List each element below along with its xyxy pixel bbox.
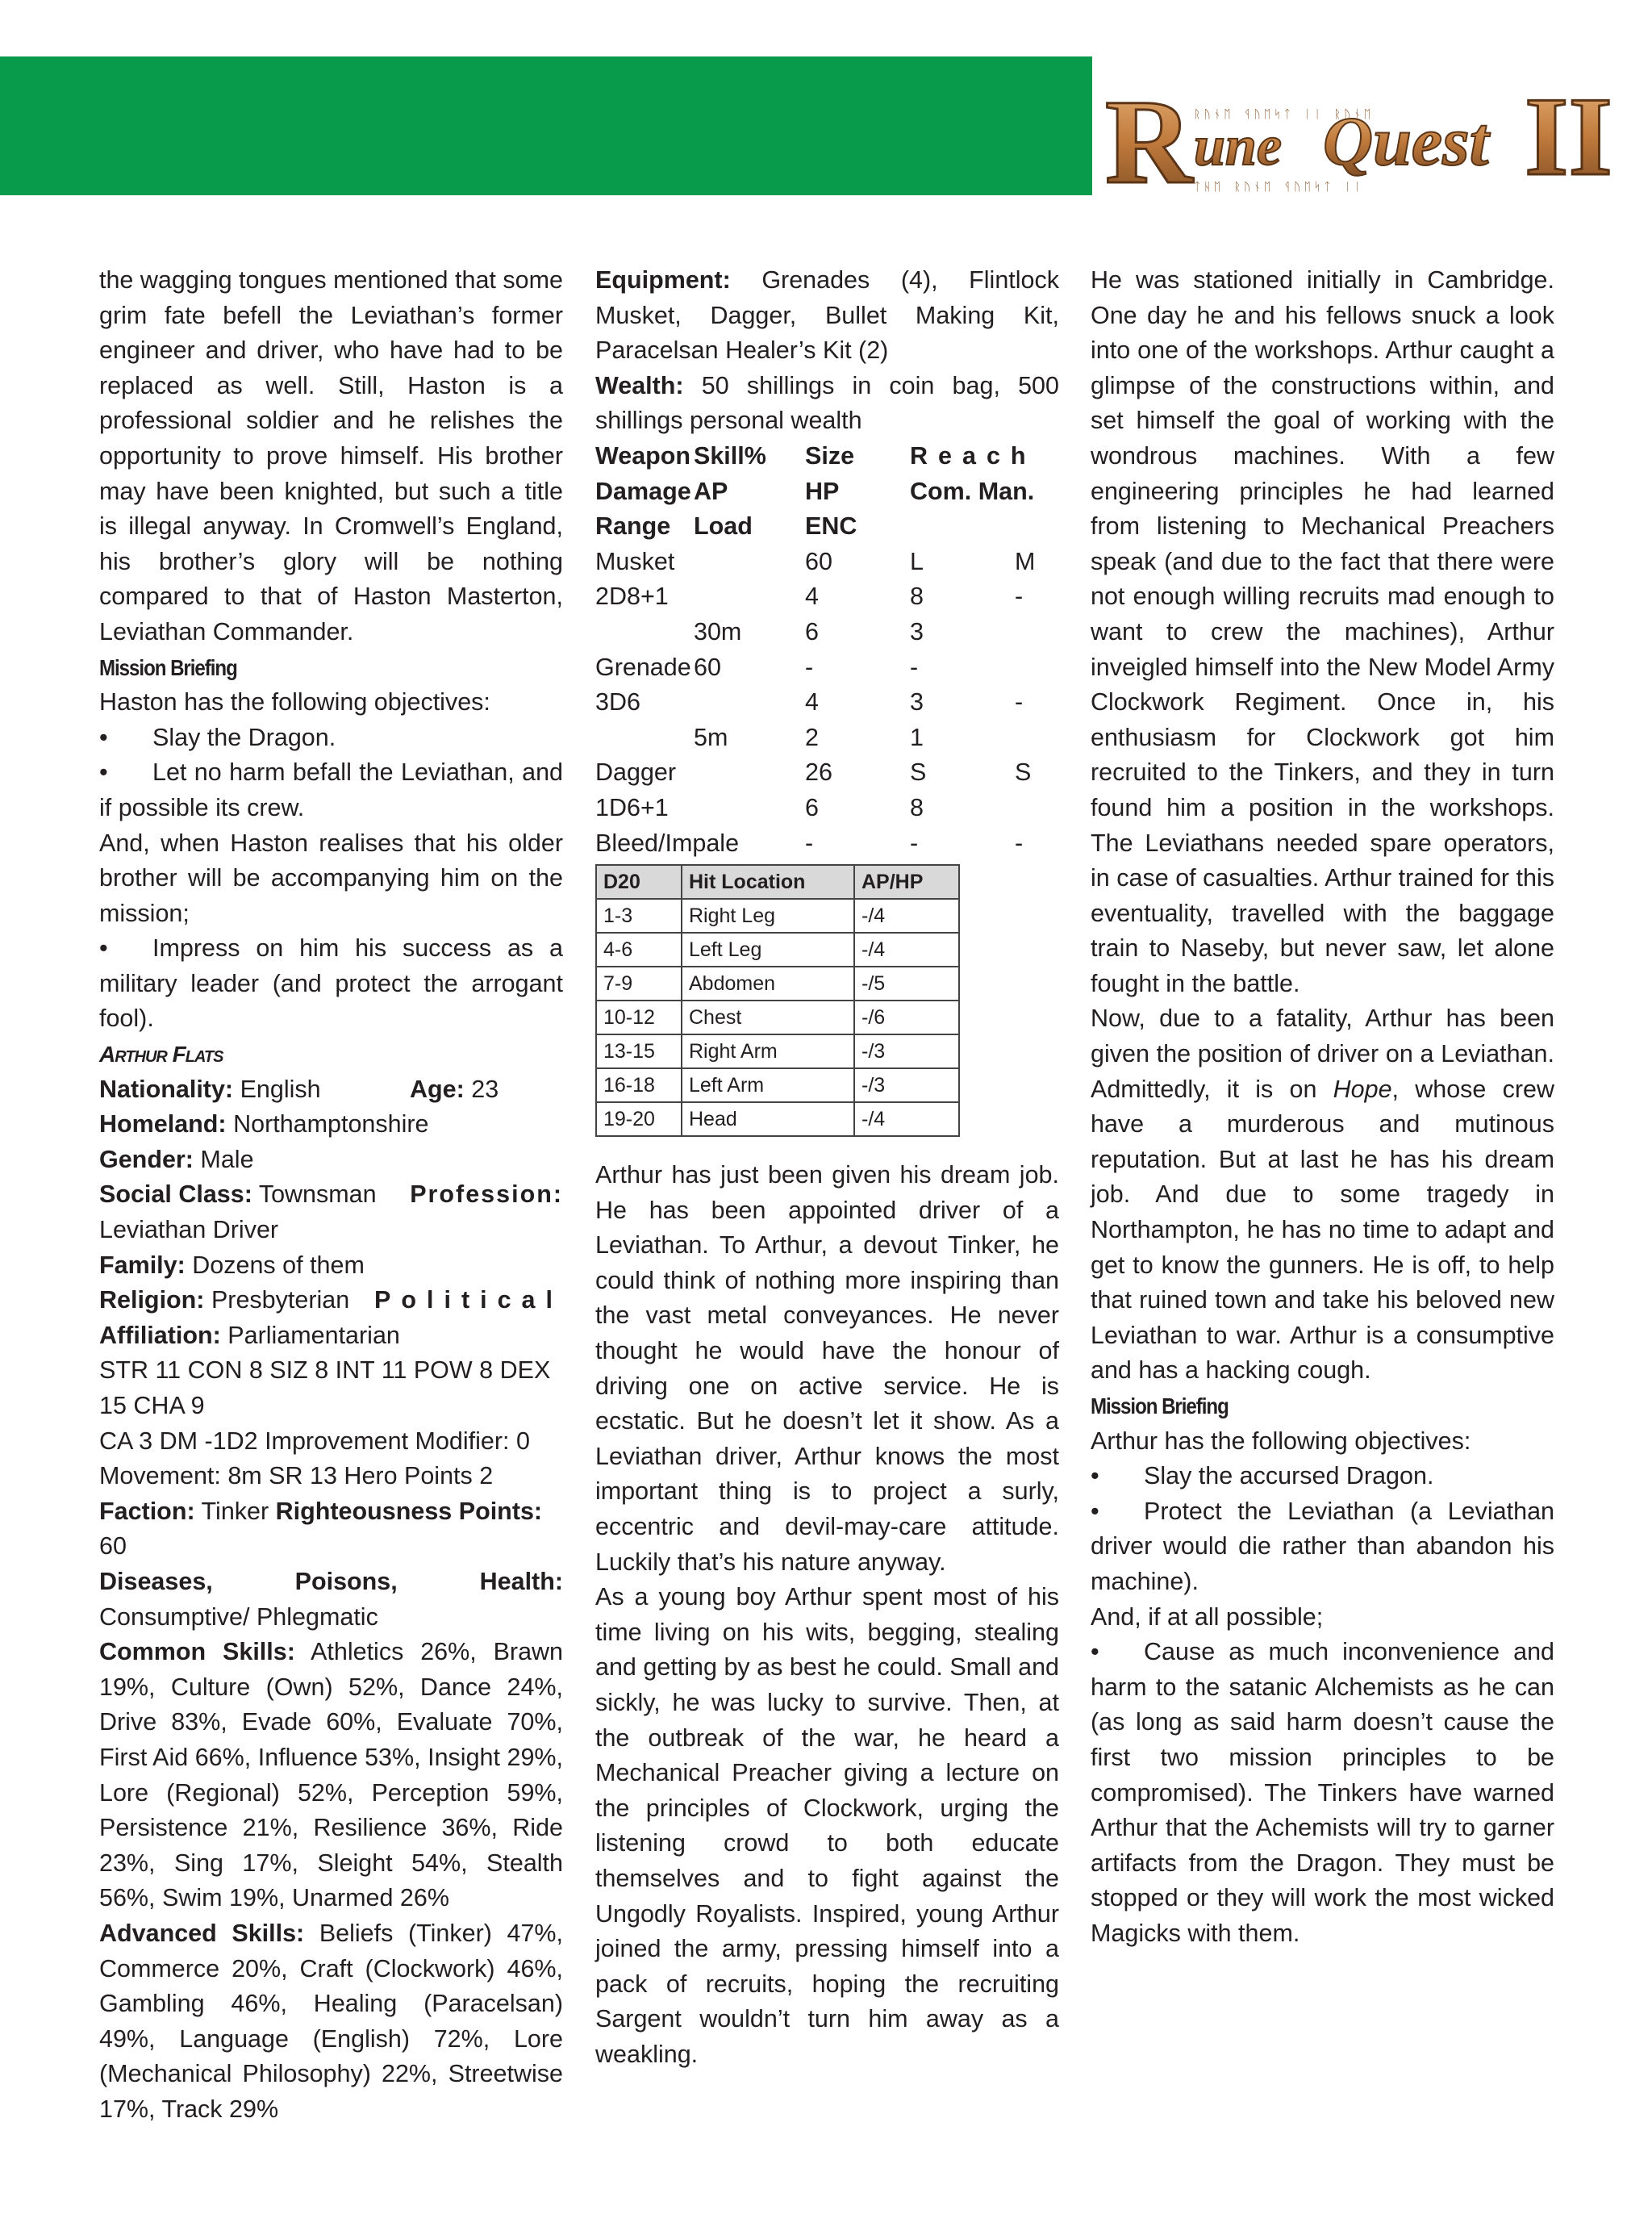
table-cell: Left Arm bbox=[682, 1068, 854, 1102]
weapon-cell bbox=[1015, 615, 1059, 650]
weapon-cell: 2D8+1 bbox=[595, 583, 669, 611]
table-row bbox=[596, 1034, 959, 1068]
equipment-row: Equipment: Grenades (4), Flintlock Musket, Dagger, Bullet Making Kit, Paracelsan Healer’s Kit (2) bbox=[595, 266, 1059, 365]
column-1 bbox=[99, 263, 563, 2127]
objective-bullet: • Impress on him his success as a military leader (and protect the arrogant fool). bbox=[99, 934, 563, 1033]
weapon-cell: 8 bbox=[910, 583, 924, 611]
table-cell: 7-9 bbox=[596, 967, 682, 1001]
table-cell: -/3 bbox=[854, 1068, 959, 1102]
weapon-cell: - bbox=[1015, 688, 1024, 717]
weapon-cell bbox=[1015, 721, 1059, 756]
religion-row: Religion: Presbyterian Political bbox=[99, 1286, 563, 1314]
homeland-row: Homeland: Northamptonshire bbox=[99, 1110, 429, 1138]
table-cell: -/3 bbox=[854, 1034, 959, 1068]
table-row bbox=[596, 933, 959, 967]
weapon-cell: M bbox=[1015, 547, 1036, 575]
weapon-stats bbox=[595, 545, 1059, 861]
table-cell: 16-18 bbox=[596, 1068, 682, 1102]
table-cell: Right Arm bbox=[682, 1034, 854, 1068]
svg-text:ᛏᚺᛖ ᚱᚢᚾᛖ ᛩᚢᛖᛋᛏ ᛁᛁ: ᛏᚺᛖ ᚱᚢᚾᛖ ᛩᚢᛖᛋᛏ ᛁᛁ bbox=[1194, 181, 1364, 194]
weapon-cell: - bbox=[910, 829, 919, 857]
stats-line-2: CA 3 DM -1D2 Improvement Modifier: 0 bbox=[99, 1427, 530, 1455]
weapon-cell: 1D6+1 bbox=[595, 793, 669, 821]
weapon-cell: - bbox=[1015, 829, 1024, 857]
weapon-cell: 30m bbox=[694, 617, 742, 645]
family-row: Family: Dozens of them bbox=[99, 1251, 365, 1279]
weapon-cell: 6 bbox=[805, 617, 819, 645]
affiliation-row: Affiliation: Parliamentarian bbox=[99, 1321, 400, 1349]
table-cell: Left Leg bbox=[682, 933, 854, 967]
weapon-cell bbox=[694, 791, 805, 826]
table-cell: -/4 bbox=[854, 1102, 959, 1136]
table-row bbox=[596, 1001, 959, 1034]
objective-bullet: • Let no harm befall the Leviathan, and if possible its crew. bbox=[99, 758, 563, 821]
gender-row: Gender: Male bbox=[99, 1145, 254, 1173]
advanced-skills: Advanced Skills: Beliefs (Tinker) 47%, Commerce 20%, Craft (Clockwork) 46%, Gambling 46%, Healing (Paracelsan) 49%, Language (English) 72%, Lore (Mechanical Philosophy) 22%, Streetwise 17%, Track 29% bbox=[99, 1919, 564, 2123]
weapon-cell: 3 bbox=[910, 617, 924, 645]
svg-text:Quest: Quest bbox=[1323, 102, 1489, 180]
stats-line-3: Movement: 8m SR 13 Hero Points 2 bbox=[99, 1462, 494, 1490]
svg-text:R: R bbox=[1105, 75, 1193, 209]
objective-bullet: • Cause as much inconvenience and harm to the satanic Alchemists as he can (as long as said harm doesn’t cause the first two mission principles to be compromised). The Tinkers have warned Arthur that the Achemists will try to garner artifacts from the Dragon. They must be stopped or they will work the most wicked Magicks with them. bbox=[1091, 1638, 1554, 1947]
weapon-cell: - bbox=[805, 829, 814, 857]
column-3 bbox=[1091, 263, 1554, 1952]
table-cell: 19-20 bbox=[596, 1102, 682, 1136]
briefing-paragraph: And, when Haston realises that his older brother will be accompanying him on the mission; bbox=[99, 829, 563, 927]
weapon-cell: Bleed/Impale bbox=[595, 829, 740, 857]
arthur-paragraph-2: As a young boy Arthur spent most of his time living on his wits, begging, stealing and getting by as best he could. Small and sickly, he was lucky to survive. Then, at the outbreak of the war, he heard a Mechanical Preacher giving a lecture on the principles of Clockwork, urging the listening crowd to both educate themselves and to fight against the Ungodly Royalists. Inspired, young Arthur joined the army, pressing himself into a pack of recruits, hoping the recruiting Sargent wouldn’t turn him away as a weakling. bbox=[595, 1583, 1059, 2068]
svg-text:ᚱᚢᚾᛖ ᛩᚢᛖᛋᛏ ᛁᛁ ᚱᚢᚾᛖ: ᚱᚢᚾᛖ ᛩᚢᛖᛋᛏ ᛁᛁ ᚱᚢᚾᛖ bbox=[1194, 108, 1375, 121]
table-row bbox=[596, 1068, 959, 1102]
weapon-cell bbox=[1015, 791, 1059, 826]
table-cell: -/6 bbox=[854, 1001, 959, 1034]
table-cell: 13-15 bbox=[596, 1034, 682, 1068]
weapon-cell: Musket bbox=[595, 547, 675, 575]
arthur-paragraph-3: He was stationed initially in Cambridge. One day he and his fellows snuck a look into one of the workshops. Arthur caught a glimpse of the constructions within, and set himself the goal of working with the wondrous machines. With a few engineering principles he had learned from listening to Mechanical Preachers speak (and due to the fact that there were not enough willing recruits mad enough to want to crew the machines), Arthur inveigled himself into the New Model Army Clockwork Regiment. Once in, his enthusiasm for Clockwork got him recruited to the Tinkers, and they in turn found him a position in the workshops. The Leviathans needed spare operators, in case of casualties. Arthur trained for this eventuality, travelled with the baggage train to Naseby, but never saw, let alone fought in the battle. bbox=[1091, 266, 1554, 997]
weapon-cell: L bbox=[910, 547, 924, 575]
weapon-cell: - bbox=[1015, 583, 1024, 611]
briefing-intro: Arthur has the following objectives: bbox=[1091, 1427, 1471, 1455]
table-cell: Abdomen bbox=[682, 967, 854, 1001]
objective-bullet: • Slay the accursed Dragon. bbox=[1091, 1462, 1434, 1490]
arthur-paragraph-4: Now, due to a fatality, Arthur has been given the position of driver on a Leviathan. Admittedly, it is on Hope, whose crew have a murderous and mutinous reputation. But at last he has his dream job. And due to some tragedy in Northampton, he has no time to adapt and get to know the gunners. He is off, to help that ruined town and take his beloved new Leviathan to war. Arthur is a consumptive and has a hacking cough. bbox=[1091, 1005, 1554, 1385]
weapon-cell: 60 bbox=[694, 653, 721, 681]
mission-briefing-heading: Mission Briefing bbox=[1091, 1393, 1229, 1418]
weapon-cell: - bbox=[910, 653, 919, 681]
weapon-cell: 4 bbox=[805, 583, 819, 611]
haston-paragraph: the wagging tongues mentioned that some grim fate befell the Leviathan’s former engineer and driver, who have had to be replaced as well. Still, Haston is a professional soldier and he relishes the opportunity to prove himself. His brother may have been knighted, but such a title is illegal anyway. In Cromwell’s England, his brother’s glory will be nothing compared to that of Haston Masterton, Leviathan Commander. bbox=[99, 266, 563, 645]
weapon-cell: 4 bbox=[805, 688, 819, 717]
weapon-cell: Grenade bbox=[595, 653, 691, 681]
social-class-row: Social Class: Townsman Profession: bbox=[99, 1180, 563, 1209]
briefing-intro: Haston has the following objectives: bbox=[99, 688, 490, 717]
header-band bbox=[0, 56, 1092, 195]
arthur-paragraph-1: Arthur has just been given his dream job. He has been appointed driver of a Leviathan. To Arthur, a devout Tinker, he could think of nothing more inspiring than the vast metal conveyances. He never thought he would have the honour of driving one on active service. He is ecstatic. But he doesn’t let it show. As a Leviathan driver, Arthur knows the most important thing is to project a surly, eccentric and devil-may-care attitude. Luckily that’s his nature anyway. bbox=[595, 1161, 1059, 1576]
weapon-cell: 1 bbox=[910, 723, 924, 751]
table-row bbox=[596, 1102, 959, 1136]
weapon-header: Weapon Skill% Size Reach Damage AP HP Com. Man. Range Load ENC bbox=[595, 441, 1037, 541]
common-skills: Common Skills: Athletics 26%, Brawn 19%, Culture (Own) 52%, Dance 24%, Drive 83%, Evade 60%, Evaluate 70%, First Aid 66%, Influence 53%, Insight 29%, Lore (Regional) 52%, Perception 59%, Persistence 21%, Resilience 36%, Ride 23%, Sing 17%, Sleight 54%, Stealth 56%, Swim 19%, Unarmed 26% bbox=[99, 1638, 564, 1912]
weapon-cell: Dagger bbox=[595, 758, 677, 787]
weapon-cell: 2 bbox=[805, 723, 819, 751]
weapon-cell: 6 bbox=[805, 793, 819, 821]
runequest-logo bbox=[1097, 69, 1629, 215]
table-cell: 10-12 bbox=[596, 1001, 682, 1034]
svg-text:II: II bbox=[1525, 74, 1612, 199]
weapon-cell: 3 bbox=[910, 688, 924, 717]
table-cell: 4-6 bbox=[596, 933, 682, 967]
nationality-row: Nationality: English Age: 23 bbox=[99, 1075, 499, 1103]
weapon-cell: 26 bbox=[805, 758, 832, 787]
weapon-cell: 5m bbox=[694, 723, 728, 751]
weapon-cell bbox=[694, 685, 805, 721]
hit-location-table bbox=[595, 864, 960, 1137]
table-cell: Right Leg bbox=[682, 899, 854, 933]
weapon-cell bbox=[694, 545, 805, 580]
disease-row: Diseases, Poisons, Health: Consumptive/ Phlegmatic bbox=[99, 1567, 563, 1631]
table-cell: 1-3 bbox=[596, 899, 682, 933]
weapon-cell bbox=[694, 755, 805, 791]
wealth-row: Wealth: 50 shillings in coin bag, 500 shillings personal wealth bbox=[595, 371, 1059, 435]
table-cell: Head bbox=[682, 1102, 854, 1136]
table-row bbox=[596, 967, 959, 1001]
faction-row: Faction: Tinker Righteousness Points: 60 bbox=[99, 1497, 543, 1560]
mission-briefing-heading: Mission Briefing bbox=[99, 654, 237, 680]
weapon-cell bbox=[694, 579, 805, 615]
profession-value: Leviathan Driver bbox=[99, 1216, 279, 1244]
weapon-cell: 3D6 bbox=[595, 688, 640, 717]
objective-bullet: • Protect the Leviathan (a Leviathan driver would die rather than abandon his machine). bbox=[1091, 1497, 1554, 1595]
table-cell: -/5 bbox=[854, 967, 959, 1001]
objective-bullet: • Slay the Dragon. bbox=[99, 723, 336, 751]
weapon-cell: S bbox=[1015, 758, 1032, 787]
table-cell: -/4 bbox=[854, 899, 959, 933]
weapon-cell bbox=[595, 615, 700, 650]
weapon-cell: 8 bbox=[910, 793, 924, 821]
weapon-cell bbox=[694, 826, 805, 862]
weapon-cell: S bbox=[910, 758, 927, 787]
stats-line-1: STR 11 CON 8 SIZ 8 INT 11 POW 8 DEX 15 CHA 9 bbox=[99, 1356, 551, 1419]
character-name-heading: Arthur Flats bbox=[99, 1042, 223, 1067]
table-row bbox=[596, 899, 959, 933]
column-2 bbox=[595, 263, 1059, 2073]
weapon-cell bbox=[595, 721, 700, 756]
table-cell: -/4 bbox=[854, 933, 959, 967]
weapon-cell: 60 bbox=[805, 547, 832, 575]
table-cell: Chest bbox=[682, 1001, 854, 1034]
briefing-paragraph: And, if at all possible; bbox=[1091, 1602, 1324, 1631]
table-header-row: D20 Hit Location AP/HP bbox=[596, 865, 959, 899]
svg-text:une: une bbox=[1194, 115, 1282, 178]
weapon-cell bbox=[1015, 650, 1059, 686]
weapon-cell: - bbox=[805, 653, 814, 681]
